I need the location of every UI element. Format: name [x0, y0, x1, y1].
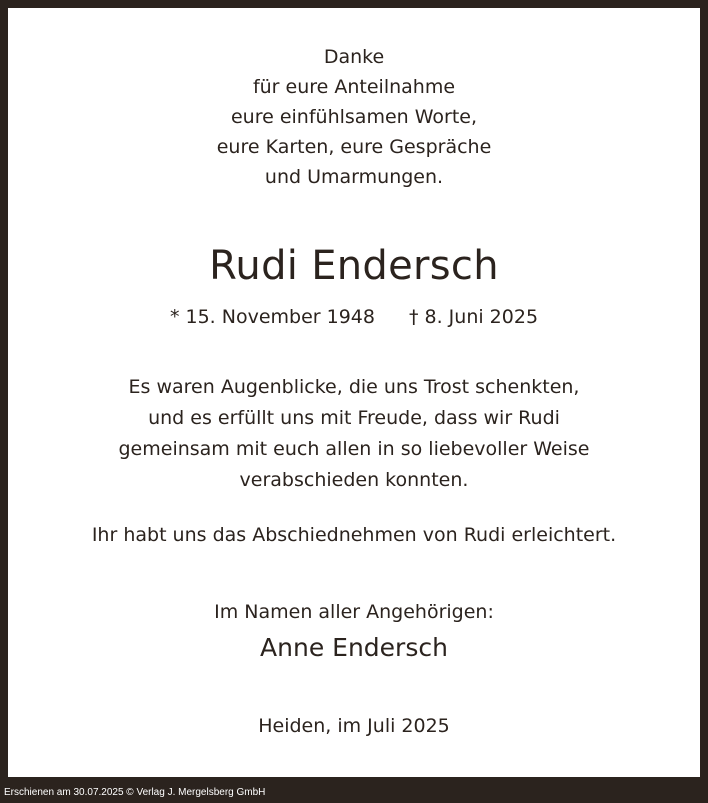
thanks-line: eure Karten, eure Gespräche [216, 136, 492, 158]
thanks-line: eure einfühlsamen Worte, [230, 106, 478, 128]
place-date: Heiden, im Juli 2025 [258, 715, 450, 737]
thanks-line: für eure Anteilnahme [252, 76, 456, 98]
relief-line: Ihr habt uns das Abschiednehmen von Rudi erleichtert. [91, 524, 617, 546]
death-date: † 8. Juni 2025 [408, 306, 539, 328]
deceased-name: Rudi Endersch [209, 243, 499, 289]
publication-footer: Erschienen am 30.07.2025 © Verlag J. Mergelsberg GmbH [4, 787, 266, 798]
obituary-card [8, 8, 700, 777]
thanks-line: und Umarmungen. [264, 166, 444, 188]
message-line: gemeinsam mit euch allen in so liebevoller Weise [118, 438, 590, 460]
birth-date: * 15. November 1948 [169, 306, 375, 328]
signer-name: Anne Endersch [260, 633, 448, 662]
thanks-poem [8, 42, 700, 192]
message-line: und es erfüllt uns mit Freude, dass wir Rudi [148, 407, 560, 429]
on-behalf-line: Im Namen aller Angehörigen: [214, 601, 494, 623]
message-line: Es waren Augenblicke, die uns Trost schenkten, [128, 376, 580, 398]
message-line: verabschieden konnten. [239, 469, 469, 491]
thanks-line: Danke [323, 46, 385, 68]
life-dates [8, 302, 700, 332]
message-paragraph [8, 372, 700, 496]
